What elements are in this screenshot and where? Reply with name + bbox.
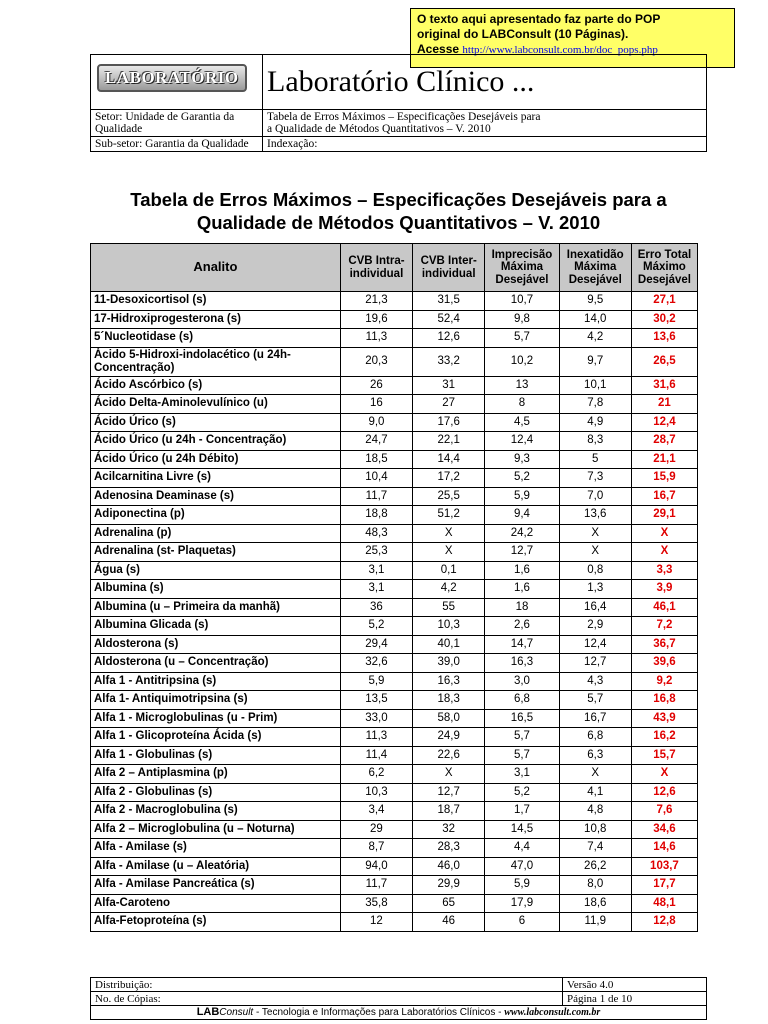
cell-imprecisao: 1,7 bbox=[485, 802, 559, 821]
cell-inexatidao: X bbox=[559, 765, 631, 784]
cell-inexatidao: 6,8 bbox=[559, 728, 631, 747]
table-row bbox=[91, 376, 698, 395]
cell-inexatidao: 4,9 bbox=[559, 413, 631, 432]
table-row bbox=[91, 543, 698, 562]
cell-inexatidao: 0,8 bbox=[559, 561, 631, 580]
cell-analito: Aldosterona (u – Concentração) bbox=[91, 654, 341, 673]
cell-imprecisao: 5,9 bbox=[485, 487, 559, 506]
table-row bbox=[91, 395, 698, 414]
cell-imprecisao: 16,5 bbox=[485, 709, 559, 728]
cell-cvb-inter: 25,5 bbox=[413, 487, 485, 506]
cell-cvb-inter: X bbox=[413, 765, 485, 784]
table-row bbox=[91, 580, 698, 599]
table-row bbox=[91, 728, 698, 747]
header-erro-total: Erro Total Máximo Desejável bbox=[631, 244, 697, 292]
cell-imprecisao: 17,9 bbox=[485, 894, 559, 913]
table-row bbox=[91, 450, 698, 469]
cell-cvb-inter: 22,6 bbox=[413, 746, 485, 765]
cell-cvb-inter: 0,1 bbox=[413, 561, 485, 580]
cell-cvb-inter: X bbox=[413, 543, 485, 562]
cell-erro-total: 14,6 bbox=[631, 839, 697, 858]
cell-imprecisao: 4,5 bbox=[485, 413, 559, 432]
cell-cvb-inter: 58,0 bbox=[413, 709, 485, 728]
cell-erro-total: 3,3 bbox=[631, 561, 697, 580]
cell-cvb-intra: 3,1 bbox=[340, 561, 412, 580]
cell-cvb-intra: 29,4 bbox=[340, 635, 412, 654]
cell-analito: Alfa - Amilase Pancreática (s) bbox=[91, 876, 341, 895]
cell-cvb-intra: 32,6 bbox=[340, 654, 412, 673]
table-row bbox=[91, 432, 698, 451]
document-title-line-1: Tabela de Erros Máximos – Especificações Desejáveis para a bbox=[130, 189, 667, 210]
cell-inexatidao: 9,7 bbox=[559, 347, 631, 376]
table-row bbox=[91, 802, 698, 821]
notice-line-1: O texto aqui apresentado faz parte do POP bbox=[417, 12, 661, 26]
cell-inexatidao: 18,6 bbox=[559, 894, 631, 913]
cell-cvb-inter: 32 bbox=[413, 820, 485, 839]
distribuicao-field: Distribuição: bbox=[91, 978, 563, 992]
cell-analito: Alfa 2 – Microglobulina (u – Noturna) bbox=[91, 820, 341, 839]
cell-cvb-inter: 46 bbox=[413, 913, 485, 932]
cell-cvb-inter: 17,2 bbox=[413, 469, 485, 488]
table-row bbox=[91, 820, 698, 839]
cell-cvb-intra: 11,3 bbox=[340, 728, 412, 747]
cell-imprecisao: 2,6 bbox=[485, 617, 559, 636]
cell-cvb-intra: 3,1 bbox=[340, 580, 412, 599]
cell-cvb-inter: 4,2 bbox=[413, 580, 485, 599]
cell-inexatidao: 16,4 bbox=[559, 598, 631, 617]
cell-erro-total: X bbox=[631, 543, 697, 562]
cell-inexatidao: 4,2 bbox=[559, 329, 631, 348]
cell-inexatidao: 7,4 bbox=[559, 839, 631, 858]
cell-erro-total: X bbox=[631, 524, 697, 543]
table-row bbox=[91, 913, 698, 932]
cell-cvb-inter: 33,2 bbox=[413, 347, 485, 376]
cell-imprecisao: 14,5 bbox=[485, 820, 559, 839]
cell-erro-total: 34,6 bbox=[631, 820, 697, 839]
table-row bbox=[91, 310, 698, 329]
cell-analito: Acilcarnitina Livre (s) bbox=[91, 469, 341, 488]
cell-imprecisao: 10,7 bbox=[485, 292, 559, 311]
cell-erro-total: 31,6 bbox=[631, 376, 697, 395]
cell-cvb-inter: 22,1 bbox=[413, 432, 485, 451]
cell-analito: Albumina (u – Primeira da manhã) bbox=[91, 598, 341, 617]
cell-imprecisao: 8 bbox=[485, 395, 559, 414]
cell-analito: Alfa 2 – Antiplasmina (p) bbox=[91, 765, 341, 784]
table-row bbox=[91, 654, 698, 673]
cell-cvb-intra: 11,7 bbox=[340, 487, 412, 506]
cell-erro-total: 13,6 bbox=[631, 329, 697, 348]
cell-imprecisao: 24,2 bbox=[485, 524, 559, 543]
cell-analito: Alfa-Caroteno bbox=[91, 894, 341, 913]
table-row bbox=[91, 506, 698, 525]
cell-analito: Alfa - Amilase (s) bbox=[91, 839, 341, 858]
cell-cvb-intra: 18,8 bbox=[340, 506, 412, 525]
cell-erro-total: 48,1 bbox=[631, 894, 697, 913]
cell-cvb-intra: 36 bbox=[340, 598, 412, 617]
cell-inexatidao: 16,7 bbox=[559, 709, 631, 728]
cell-cvb-intra: 11,4 bbox=[340, 746, 412, 765]
cell-cvb-inter: 40,1 bbox=[413, 635, 485, 654]
cell-cvb-intra: 12 bbox=[340, 913, 412, 932]
cell-imprecisao: 1,6 bbox=[485, 580, 559, 599]
cell-imprecisao: 9,3 bbox=[485, 450, 559, 469]
table-row bbox=[91, 617, 698, 636]
cell-analito: 5´Nucleotidase (s) bbox=[91, 329, 341, 348]
cell-imprecisao: 47,0 bbox=[485, 857, 559, 876]
table-row bbox=[91, 839, 698, 858]
cell-analito: Ácido Delta-Aminolevulínico (u) bbox=[91, 395, 341, 414]
cell-analito: Alfa 1 - Globulinas (s) bbox=[91, 746, 341, 765]
page-number-field: Página 1 de 10 bbox=[563, 992, 707, 1006]
cell-inexatidao: 12,7 bbox=[559, 654, 631, 673]
cell-analito: Alfa 1 - Antitripsina (s) bbox=[91, 672, 341, 691]
cell-erro-total: 12,4 bbox=[631, 413, 697, 432]
cell-imprecisao: 10,2 bbox=[485, 347, 559, 376]
cell-cvb-inter: 14,4 bbox=[413, 450, 485, 469]
cell-cvb-inter: 18,7 bbox=[413, 802, 485, 821]
cell-imprecisao: 4,4 bbox=[485, 839, 559, 858]
version-field: Versão 4.0 bbox=[563, 978, 707, 992]
cell-inexatidao: 4,8 bbox=[559, 802, 631, 821]
cell-erro-total: 36,7 bbox=[631, 635, 697, 654]
table-row bbox=[91, 329, 698, 348]
document-name-line-1: Tabela de Erros Máximos – Especificações Desejáveis para bbox=[267, 111, 541, 123]
cell-inexatidao: X bbox=[559, 543, 631, 562]
footer-site: www.labconsult.com.br bbox=[504, 1007, 601, 1018]
cell-cvb-intra: 10,4 bbox=[340, 469, 412, 488]
cell-cvb-inter: 24,9 bbox=[413, 728, 485, 747]
cell-inexatidao: 8,0 bbox=[559, 876, 631, 895]
cell-cvb-intra: 9,0 bbox=[340, 413, 412, 432]
cell-imprecisao: 9,4 bbox=[485, 506, 559, 525]
cell-analito: Adrenalina (p) bbox=[91, 524, 341, 543]
cell-analito: Adrenalina (st- Plaquetas) bbox=[91, 543, 341, 562]
cell-erro-total: 15,7 bbox=[631, 746, 697, 765]
table-row bbox=[91, 765, 698, 784]
cell-inexatidao: 4,1 bbox=[559, 783, 631, 802]
cell-cvb-inter: 10,3 bbox=[413, 617, 485, 636]
notice-access-label: Acesse bbox=[417, 42, 460, 56]
table-row bbox=[91, 598, 698, 617]
cell-analito: Alfa - Amilase (u – Aleatória) bbox=[91, 857, 341, 876]
cell-cvb-inter: 65 bbox=[413, 894, 485, 913]
cell-inexatidao: 1,3 bbox=[559, 580, 631, 599]
cell-cvb-intra: 6,2 bbox=[340, 765, 412, 784]
cell-erro-total: 16,2 bbox=[631, 728, 697, 747]
table-row bbox=[91, 487, 698, 506]
cell-analito: Adiponectina (p) bbox=[91, 506, 341, 525]
cell-imprecisao: 3,1 bbox=[485, 765, 559, 784]
cell-analito: Água (s) bbox=[91, 561, 341, 580]
cell-cvb-inter: 28,3 bbox=[413, 839, 485, 858]
cell-cvb-inter: 18,3 bbox=[413, 691, 485, 710]
cell-erro-total: 29,1 bbox=[631, 506, 697, 525]
cell-analito: Ácido Úrico (u 24h Débito) bbox=[91, 450, 341, 469]
cell-erro-total: 16,7 bbox=[631, 487, 697, 506]
cell-erro-total: 12,8 bbox=[631, 913, 697, 932]
cell-imprecisao: 5,7 bbox=[485, 329, 559, 348]
cell-imprecisao: 1,6 bbox=[485, 561, 559, 580]
cell-imprecisao: 6,8 bbox=[485, 691, 559, 710]
cell-imprecisao: 5,7 bbox=[485, 746, 559, 765]
page-title: Laboratório Clínico ... bbox=[263, 55, 707, 110]
cell-erro-total: 17,7 bbox=[631, 876, 697, 895]
cell-imprecisao: 9,8 bbox=[485, 310, 559, 329]
cell-cvb-inter: 31,5 bbox=[413, 292, 485, 311]
cell-cvb-inter: 12,7 bbox=[413, 783, 485, 802]
setor-field: Setor: Unidade de Garantia da Qualidade bbox=[91, 110, 263, 137]
header-cvb-intra: CVB Intra- individual bbox=[340, 244, 412, 292]
document-title-line-2: Qualidade de Métodos Quantitativos – V. 2010 bbox=[196, 212, 601, 233]
document-footer bbox=[90, 977, 707, 1020]
cell-analito: Albumina Glicada (s) bbox=[91, 617, 341, 636]
cell-imprecisao: 12,4 bbox=[485, 432, 559, 451]
cell-erro-total: 30,2 bbox=[631, 310, 697, 329]
cell-analito: 17-Hidroxiprogesterona (s) bbox=[91, 310, 341, 329]
cell-erro-total: 9,2 bbox=[631, 672, 697, 691]
cell-inexatidao: 10,8 bbox=[559, 820, 631, 839]
cell-inexatidao: 14,0 bbox=[559, 310, 631, 329]
cell-imprecisao: 5,2 bbox=[485, 469, 559, 488]
document-header bbox=[90, 54, 707, 152]
cell-imprecisao: 13 bbox=[485, 376, 559, 395]
logo-cell bbox=[91, 55, 263, 110]
cell-cvb-intra: 29 bbox=[340, 820, 412, 839]
header-cvb-inter: CVB Inter- individual bbox=[413, 244, 485, 292]
cell-inexatidao: 4,3 bbox=[559, 672, 631, 691]
cell-cvb-inter: X bbox=[413, 524, 485, 543]
cell-imprecisao: 3,0 bbox=[485, 672, 559, 691]
cell-imprecisao: 14,7 bbox=[485, 635, 559, 654]
cell-cvb-intra: 48,3 bbox=[340, 524, 412, 543]
cell-inexatidao: 6,3 bbox=[559, 746, 631, 765]
cell-erro-total: X bbox=[631, 765, 697, 784]
cell-analito: 11-Desoxicortisol (s) bbox=[91, 292, 341, 311]
cell-cvb-intra: 94,0 bbox=[340, 857, 412, 876]
cell-inexatidao: 8,3 bbox=[559, 432, 631, 451]
cell-cvb-intra: 5,2 bbox=[340, 617, 412, 636]
cell-erro-total: 12,6 bbox=[631, 783, 697, 802]
cell-imprecisao: 5,7 bbox=[485, 728, 559, 747]
laboratorio-logo: LABORATÓRIO bbox=[97, 64, 247, 92]
cell-cvb-intra: 11,3 bbox=[340, 329, 412, 348]
cell-analito: Alfa 2 - Macroglobulina (s) bbox=[91, 802, 341, 821]
cell-erro-total: 7,6 bbox=[631, 802, 697, 821]
document-name-field bbox=[263, 110, 707, 137]
table-row bbox=[91, 292, 698, 311]
cell-inexatidao: 5,7 bbox=[559, 691, 631, 710]
cell-cvb-inter: 52,4 bbox=[413, 310, 485, 329]
cell-imprecisao: 16,3 bbox=[485, 654, 559, 673]
cell-imprecisao: 6 bbox=[485, 913, 559, 932]
cell-analito: Alfa 1- Antiquimotripsina (s) bbox=[91, 691, 341, 710]
header-imprecisao: Imprecisão Máxima Desejável bbox=[485, 244, 559, 292]
cell-inexatidao: 7,3 bbox=[559, 469, 631, 488]
cell-inexatidao: X bbox=[559, 524, 631, 543]
cell-erro-total: 7,2 bbox=[631, 617, 697, 636]
cell-cvb-inter: 55 bbox=[413, 598, 485, 617]
footer-brand-bar bbox=[91, 1006, 707, 1020]
cell-analito: Aldosterona (s) bbox=[91, 635, 341, 654]
cell-cvb-intra: 10,3 bbox=[340, 783, 412, 802]
notice-line-2: original do LABConsult (10 Páginas). bbox=[417, 27, 629, 41]
cell-erro-total: 43,9 bbox=[631, 709, 697, 728]
pop-link[interactable]: http://www.labconsult.com.br/doc_pops.php bbox=[462, 44, 658, 56]
table-row bbox=[91, 746, 698, 765]
cell-cvb-intra: 35,8 bbox=[340, 894, 412, 913]
cell-analito: Ácido Ascórbico (s) bbox=[91, 376, 341, 395]
footer-brand-italic: Consult bbox=[219, 1007, 254, 1018]
table-row bbox=[91, 783, 698, 802]
cell-imprecisao: 5,9 bbox=[485, 876, 559, 895]
cell-cvb-inter: 31 bbox=[413, 376, 485, 395]
cell-erro-total: 27,1 bbox=[631, 292, 697, 311]
cell-analito: Ácido 5-Hidroxi-indolacético (u 24h- Concentração) bbox=[91, 347, 341, 376]
cell-erro-total: 3,9 bbox=[631, 580, 697, 599]
cell-cvb-inter: 12,6 bbox=[413, 329, 485, 348]
cell-erro-total: 15,9 bbox=[631, 469, 697, 488]
cell-erro-total: 26,5 bbox=[631, 347, 697, 376]
cell-cvb-intra: 13,5 bbox=[340, 691, 412, 710]
cell-inexatidao: 7,8 bbox=[559, 395, 631, 414]
cell-cvb-inter: 17,6 bbox=[413, 413, 485, 432]
table-row bbox=[91, 635, 698, 654]
subsetor-field: Sub-setor: Garantia da Qualidade bbox=[91, 137, 263, 152]
header-inexatidao: Inexatidão Máxima Desejável bbox=[559, 244, 631, 292]
document-title bbox=[90, 188, 707, 234]
cell-erro-total: 46,1 bbox=[631, 598, 697, 617]
indexacao-field: Indexação: bbox=[263, 137, 707, 152]
cell-erro-total: 21,1 bbox=[631, 450, 697, 469]
cell-analito: Alfa-Fetoproteína (s) bbox=[91, 913, 341, 932]
cell-inexatidao: 9,5 bbox=[559, 292, 631, 311]
cell-cvb-intra: 19,6 bbox=[340, 310, 412, 329]
cell-cvb-intra: 25,3 bbox=[340, 543, 412, 562]
cell-cvb-intra: 5,9 bbox=[340, 672, 412, 691]
cell-cvb-intra: 33,0 bbox=[340, 709, 412, 728]
table-header-row bbox=[91, 244, 698, 292]
cell-analito: Adenosina Deaminase (s) bbox=[91, 487, 341, 506]
cell-imprecisao: 18 bbox=[485, 598, 559, 617]
table-row bbox=[91, 857, 698, 876]
cell-cvb-intra: 3,4 bbox=[340, 802, 412, 821]
cell-erro-total: 39,6 bbox=[631, 654, 697, 673]
table-row bbox=[91, 413, 698, 432]
table-body bbox=[91, 292, 698, 932]
table-row bbox=[91, 469, 698, 488]
cell-cvb-intra: 11,7 bbox=[340, 876, 412, 895]
cell-cvb-inter: 27 bbox=[413, 395, 485, 414]
cell-erro-total: 28,7 bbox=[631, 432, 697, 451]
cell-analito: Albumina (s) bbox=[91, 580, 341, 599]
table-row bbox=[91, 709, 698, 728]
table-row bbox=[91, 672, 698, 691]
cell-cvb-inter: 39,0 bbox=[413, 654, 485, 673]
error-specification-table bbox=[90, 243, 698, 932]
cell-inexatidao: 11,9 bbox=[559, 913, 631, 932]
table-row bbox=[91, 347, 698, 376]
cell-inexatidao: 26,2 bbox=[559, 857, 631, 876]
cell-imprecisao: 12,7 bbox=[485, 543, 559, 562]
cell-inexatidao: 12,4 bbox=[559, 635, 631, 654]
cell-erro-total: 21 bbox=[631, 395, 697, 414]
table-row bbox=[91, 561, 698, 580]
cell-erro-total: 16,8 bbox=[631, 691, 697, 710]
cell-cvb-inter: 51,2 bbox=[413, 506, 485, 525]
cell-inexatidao: 13,6 bbox=[559, 506, 631, 525]
cell-cvb-intra: 8,7 bbox=[340, 839, 412, 858]
document-name-line-2: a Qualidade de Métodos Quantitativos – V. 2010 bbox=[267, 123, 491, 135]
cell-cvb-intra: 18,5 bbox=[340, 450, 412, 469]
cell-cvb-inter: 29,9 bbox=[413, 876, 485, 895]
table-row bbox=[91, 524, 698, 543]
cell-inexatidao: 7,0 bbox=[559, 487, 631, 506]
footer-brand: LAB bbox=[196, 1006, 220, 1018]
cell-analito: Ácido Úrico (s) bbox=[91, 413, 341, 432]
cell-cvb-intra: 24,7 bbox=[340, 432, 412, 451]
cell-inexatidao: 2,9 bbox=[559, 617, 631, 636]
cell-analito: Alfa 1 - Microglobulinas (u - Prim) bbox=[91, 709, 341, 728]
footer-tagline: - Tecnologia e Informações para Laboratórios Clínicos - bbox=[253, 1007, 505, 1018]
cell-cvb-intra: 20,3 bbox=[340, 347, 412, 376]
cell-imprecisao: 5,2 bbox=[485, 783, 559, 802]
table-row bbox=[91, 894, 698, 913]
cell-analito: Ácido Úrico (u 24h - Concentração) bbox=[91, 432, 341, 451]
copies-field: No. de Cópias: bbox=[91, 992, 563, 1006]
cell-analito: Alfa 1 - Glicoproteína Ácida (s) bbox=[91, 728, 341, 747]
header-analito: Analito bbox=[91, 244, 341, 292]
cell-cvb-inter: 46,0 bbox=[413, 857, 485, 876]
table-row bbox=[91, 876, 698, 895]
cell-inexatidao: 5 bbox=[559, 450, 631, 469]
cell-cvb-intra: 16 bbox=[340, 395, 412, 414]
cell-analito: Alfa 2 - Globulinas (s) bbox=[91, 783, 341, 802]
cell-erro-total: 103,7 bbox=[631, 857, 697, 876]
cell-cvb-intra: 21,3 bbox=[340, 292, 412, 311]
cell-cvb-intra: 26 bbox=[340, 376, 412, 395]
cell-inexatidao: 10,1 bbox=[559, 376, 631, 395]
table-row bbox=[91, 691, 698, 710]
cell-cvb-inter: 16,3 bbox=[413, 672, 485, 691]
